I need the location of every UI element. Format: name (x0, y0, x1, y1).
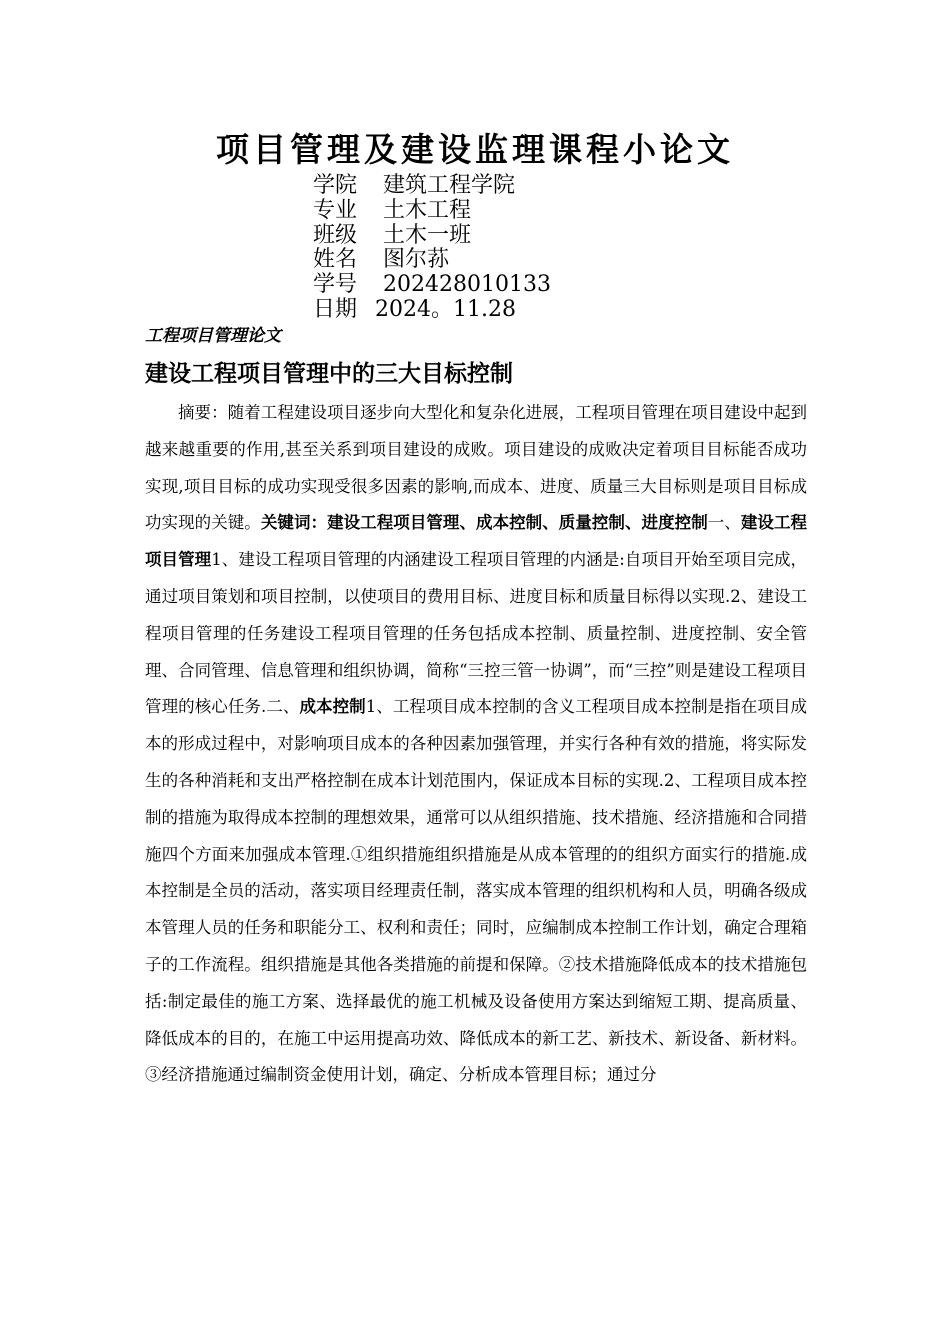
keywords-text: 关键词：建设工程项目管理、成本控制、质量控制、进度控制 (260, 513, 708, 533)
info-label: 学院 (313, 173, 358, 198)
body-paragraph (145, 395, 807, 1094)
info-value: 2024。11.28 (375, 296, 516, 322)
info-row-major (313, 199, 551, 224)
info-label: 姓名 (313, 247, 358, 273)
section-heading-project-management: 建设工程项目管理 (145, 513, 808, 570)
paper-heading: 建设工程项目管理中的三大目标控制 (145, 361, 513, 387)
paper-category: 工程项目管理论文 (145, 326, 281, 346)
info-row-student-id (313, 273, 551, 298)
info-value: 建筑工程学院 (383, 173, 516, 198)
info-value: 202428010133 (383, 272, 551, 298)
info-value: 图尔荪 (383, 247, 450, 273)
info-label: 学号 (313, 272, 358, 298)
info-row-college (313, 174, 551, 199)
info-row-name (313, 248, 551, 273)
info-label: 日期 (313, 296, 358, 322)
info-row-class (313, 224, 551, 249)
student-info-block (313, 174, 551, 323)
body-text-segment: 1、建设工程项目管理的内涵建设工程项目管理的内涵是:自项目开始至项目完成，通过项目策划和项目控制，以使项目的费用目标、进度目标和质量目标得以实现.2、建设工程项目管理的任务建设工程项目管理的任务包括成本控制、质量控制、进度控制、安全管理、合同管理、信息管理和组织协调，简称“三控三管一协调”，而“三控”则是建设工程项目管理的核心任务.二、 (145, 550, 808, 717)
body-text-segment: 一、 (707, 513, 741, 533)
info-value: 土木一班 (383, 222, 472, 248)
body-text-segment: 1、工程项目成本控制的含义工程项目成本控制是指在项目成本的形成过程中，对影响项目成本的各种因素加强管理，并实行各种有效的措施，将实际发生的各种消耗和支出严格控制在成本计划范围内，保证成本目标的实现.2、工程项目成本控制的措施为取得成本控制的理想效果，通常可以从组织措施、技术措施、经济措施和合同措施四个方面来加强成本管理.①组织措施组织措施是从成本管理的的组织方面实行的措施.成本控制是全员的活动，落实项目经理责任制，落实成本管理的组织机构和人员，明确各级成本管理人员的任务和职能分工、权利和责任；同时，应编制成本控制工作计划，确定合理箱子的工作流程。组织措施是其他各类措施的前提和保障。②技术措施降低成本的技术措施包括:制定最佳的施工方案、选择最优的施工机械及设备使用方案达到缩短工期、提高质量、降低成本的目的，在施工中运用提高功效、降低成本的新工艺、新技术、新设备、新材料。③经济措施通过编制资金使用计划，确定、分析成本管理目标；通过分 (145, 697, 808, 1085)
section-heading-cost-control: 成本控制 (299, 697, 366, 717)
info-label: 班级 (313, 222, 358, 248)
info-row-date (313, 298, 551, 323)
info-value: 土木工程 (383, 197, 472, 223)
abstract-text: 摘要：随着工程建设项目逐步向大型化和复杂化进展，工程项目管理在项目建设中起到越来越重要的作用,甚至关系到项目建设的成败。项目建设的成败决定着项目目标能否成功实现,项目目标的成功实现受很多因素的影响,而成本、进度、质量三大目标则是项目目标成功实现的关键。 (145, 403, 807, 533)
info-label: 专业 (313, 197, 358, 223)
document-title: 项目管理及建设监理课程小论文 (216, 130, 734, 169)
